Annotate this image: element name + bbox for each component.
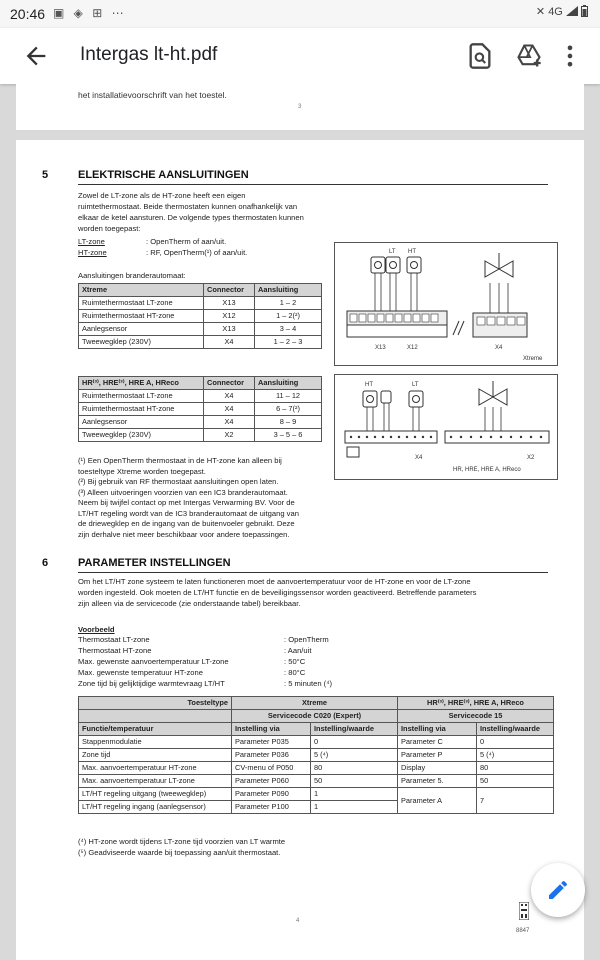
ht-label: HT [365, 382, 373, 388]
pdf-page-3 [16, 84, 584, 130]
signal-indicators [536, 5, 588, 18]
ht-zone-value: : RF, OpenTherm(¹) of aan/uit. [146, 248, 248, 257]
back-arrow-icon[interactable] [22, 42, 50, 70]
pdf-page-4 [16, 140, 584, 960]
table-row: Tweewegklep (230V) X4 1 – 2 – 3 [79, 336, 322, 349]
x4-label: X4 [415, 455, 423, 461]
table-row: Ruimtethermostaat HT-zone X4 6 – 7(²) [79, 403, 322, 416]
section-divider [78, 572, 548, 573]
table-row: Tweewegklep (230V) X2 3 – 5 – 6 [79, 429, 322, 442]
pencil-icon [546, 878, 570, 902]
example-labels: Thermostaat LT-zone Thermostaat HT-zone Max. gewenste aanvoertemperatuur LT-zone Max. gewenste temperatuur HT-zone Zone tijd bij gelijktijdige warmtevraag LT/HT [78, 635, 229, 688]
ht-label: HT [408, 249, 416, 255]
table-row: Ruimtethermostaat HT-zone X12 1 – 2(²) [79, 310, 322, 323]
app-toolbar [0, 28, 600, 84]
connections-table-xtreme: Xtreme Connector Aansluiting Ruimtethermostaat LT-zone X13 1 – 2 Ruimtethermostaat HT-zone X12 1 – 2(²) Aanlegsensor X13 3 – 4 Tweewegklep (230V) X4 1 – 2 – 3 [78, 283, 322, 349]
table-row: Ruimtethermostaat LT-zone X13 1 – 2 [79, 297, 322, 310]
edit-fab-button[interactable] [531, 863, 585, 917]
connections-label: Aansluitingen branderautomaat: [78, 271, 186, 280]
lt-zone-value: : OpenTherm of aan/uit. [146, 237, 227, 246]
table-row: LT/HT regeling ingang (aanlegsensor) Parameter P100 1 [79, 801, 554, 814]
section-title: ELEKTRISCHE AANSLUITINGEN [78, 169, 249, 181]
add-to-drive-icon[interactable] [515, 42, 543, 70]
table-row: Aanlegsensor X13 3 – 4 [79, 323, 322, 336]
lt-label: LT [389, 249, 396, 255]
barcode-icon [519, 902, 529, 920]
lt-label: LT [412, 382, 419, 388]
find-in-document-icon[interactable] [466, 42, 494, 70]
section-title: PARAMETER INSTELLINGEN [78, 557, 231, 569]
document-code: 8847 [516, 928, 530, 934]
more-options-icon[interactable] [556, 42, 584, 70]
notification-icons: ▣ ◈ ⊞ ⋯ [53, 6, 127, 20]
clock: 20:46 [10, 6, 46, 22]
status-bar [0, 0, 600, 28]
section-number: 5 [42, 169, 49, 181]
signal-icon [566, 6, 578, 16]
wiring-diagram-xtreme [334, 242, 558, 366]
table-row: LT/HT regeling uitgang (tweewegklep) Parameter P090 1 Parameter A 7 [79, 788, 554, 801]
x12-label: X12 [407, 345, 418, 351]
document-title: Intergas lt-ht.pdf [80, 44, 218, 65]
network-type: 4G [548, 6, 563, 18]
x2-label: X2 [527, 455, 535, 461]
mute-icon: ✕ [535, 6, 546, 18]
page-number: 3 [298, 104, 302, 110]
x13-label: X13 [375, 345, 386, 351]
table-row: Max. aanvoertemperatuur HT-zone CV-menu of P050 80 Display 80 [79, 762, 554, 775]
section-divider [78, 184, 548, 185]
connections-table-hr: HR⁽³⁾, HRE⁽³⁾, HRE A, HReco Connector Aansluiting Ruimtethermostaat LT-zone X4 11 – 12 Ruimtethermostaat HT-zone X4 6 – 7(²) Aanlegsensor X4 8 – 9 Tweewegklep (230V) X2 3 – 5 – 6 [78, 376, 322, 442]
page-text: het installatievoorschrift van het toestel. [78, 90, 227, 100]
section5-footnotes: (¹) Een OpenTherm thermostaat in de HT-zone kan alleen bij toesteltype Xtreme worden toegepast. (²) Bij gebruik van RF thermostaat aansluitingen open laten. (³) Alleen uitvoeringen voorzien van een IC3 branderautomaat. Neem bij twijfel contact op met Intergas Verwarming BV. Voor de LT/HT regeling wordt van de IC3 branderautomaat de uitgang van de driewegklep en de ingang van de buitenvoeler gebruikt. Deze zijn derhalve niet meer beschikbaar voor andere toepassingen. [78, 456, 299, 539]
section-number: 6 [42, 557, 49, 569]
section6-footnotes: (⁴) HT-zone wordt tijdens LT-zone tijd voorzien van LT warmte (⁵) Geadviseerde waarde bij toepassing aan/uit thermostaat. [78, 837, 286, 857]
diagram-caption: HR, HRE, HRE A, HReco [453, 467, 521, 473]
example-values: : OpenTherm : Aan/uit : 50°C : 80°C : 5 minuten (⁴) [284, 635, 332, 688]
table-row: Aanlegsensor X4 8 – 9 [79, 416, 322, 429]
parameter-table: Toesteltype Xtreme HR⁽³⁾, HRE⁽³⁾, HRE A, HReco Servicecode C020 (Expert) Servicecode 15 Functie/temperatuur Instelling via Instelling/waarde Instelling via Instelling/waarde Stappenmodulatie Parameter P035 0 Parameter C 0 Zone tijd Parameter P036 5 (⁴) Parameter P 5 (⁴) Max. aanvoertemperatuur HT-zone CV-menu of P050 80 Display 80 Max. aanvoertemperatuur LT-zone Parameter P060 50 Parameter 5. 50 LT/HT regeling uitgang (tweewegklep) Parameter P090 1 Parameter A 7 LT/HT regeling ingang (aanlegsensor) Parameter P100 1 [78, 696, 554, 814]
table-row: Max. aanvoertemperatuur LT-zone Parameter P060 50 Parameter 5. 50 [79, 775, 554, 788]
battery-icon [581, 5, 588, 17]
section-intro: Om het LT/HT zone systeem te laten functioneren moet de aanvoertemperatuur voor de HT-zone en voor de LT-zone worden ingesteld. Ook moeten de LT/HT functie en de beveiligingssensor worden geactiveerd. Betreffende parameters zijn alleen via de servicecode (zie onderstaande tabel) bereikbaar. [78, 577, 477, 608]
lt-zone-line: LT-zone [78, 237, 105, 246]
table-row: Zone tijd Parameter P036 5 (⁴) Parameter P 5 (⁴) [79, 749, 554, 762]
diagram-caption: Xtreme [523, 356, 543, 362]
ht-zone-line: HT-zone [78, 248, 107, 257]
table-row: Ruimtethermostaat LT-zone X4 11 – 12 [79, 390, 322, 403]
page-number: 4 [296, 918, 300, 924]
x4-label: X4 [495, 345, 503, 351]
table-row: Stappenmodulatie Parameter P035 0 Parameter C 0 [79, 736, 554, 749]
example-title: Voorbeeld [78, 625, 115, 634]
section-intro: Zowel de LT-zone als de HT-zone heeft een eigen ruimtethermostaat. Beide thermostaten kunnen onafhankelijk van elkaar de ketel aansturen. De volgende types thermostaten kunnen worden toegepast: [78, 191, 304, 233]
